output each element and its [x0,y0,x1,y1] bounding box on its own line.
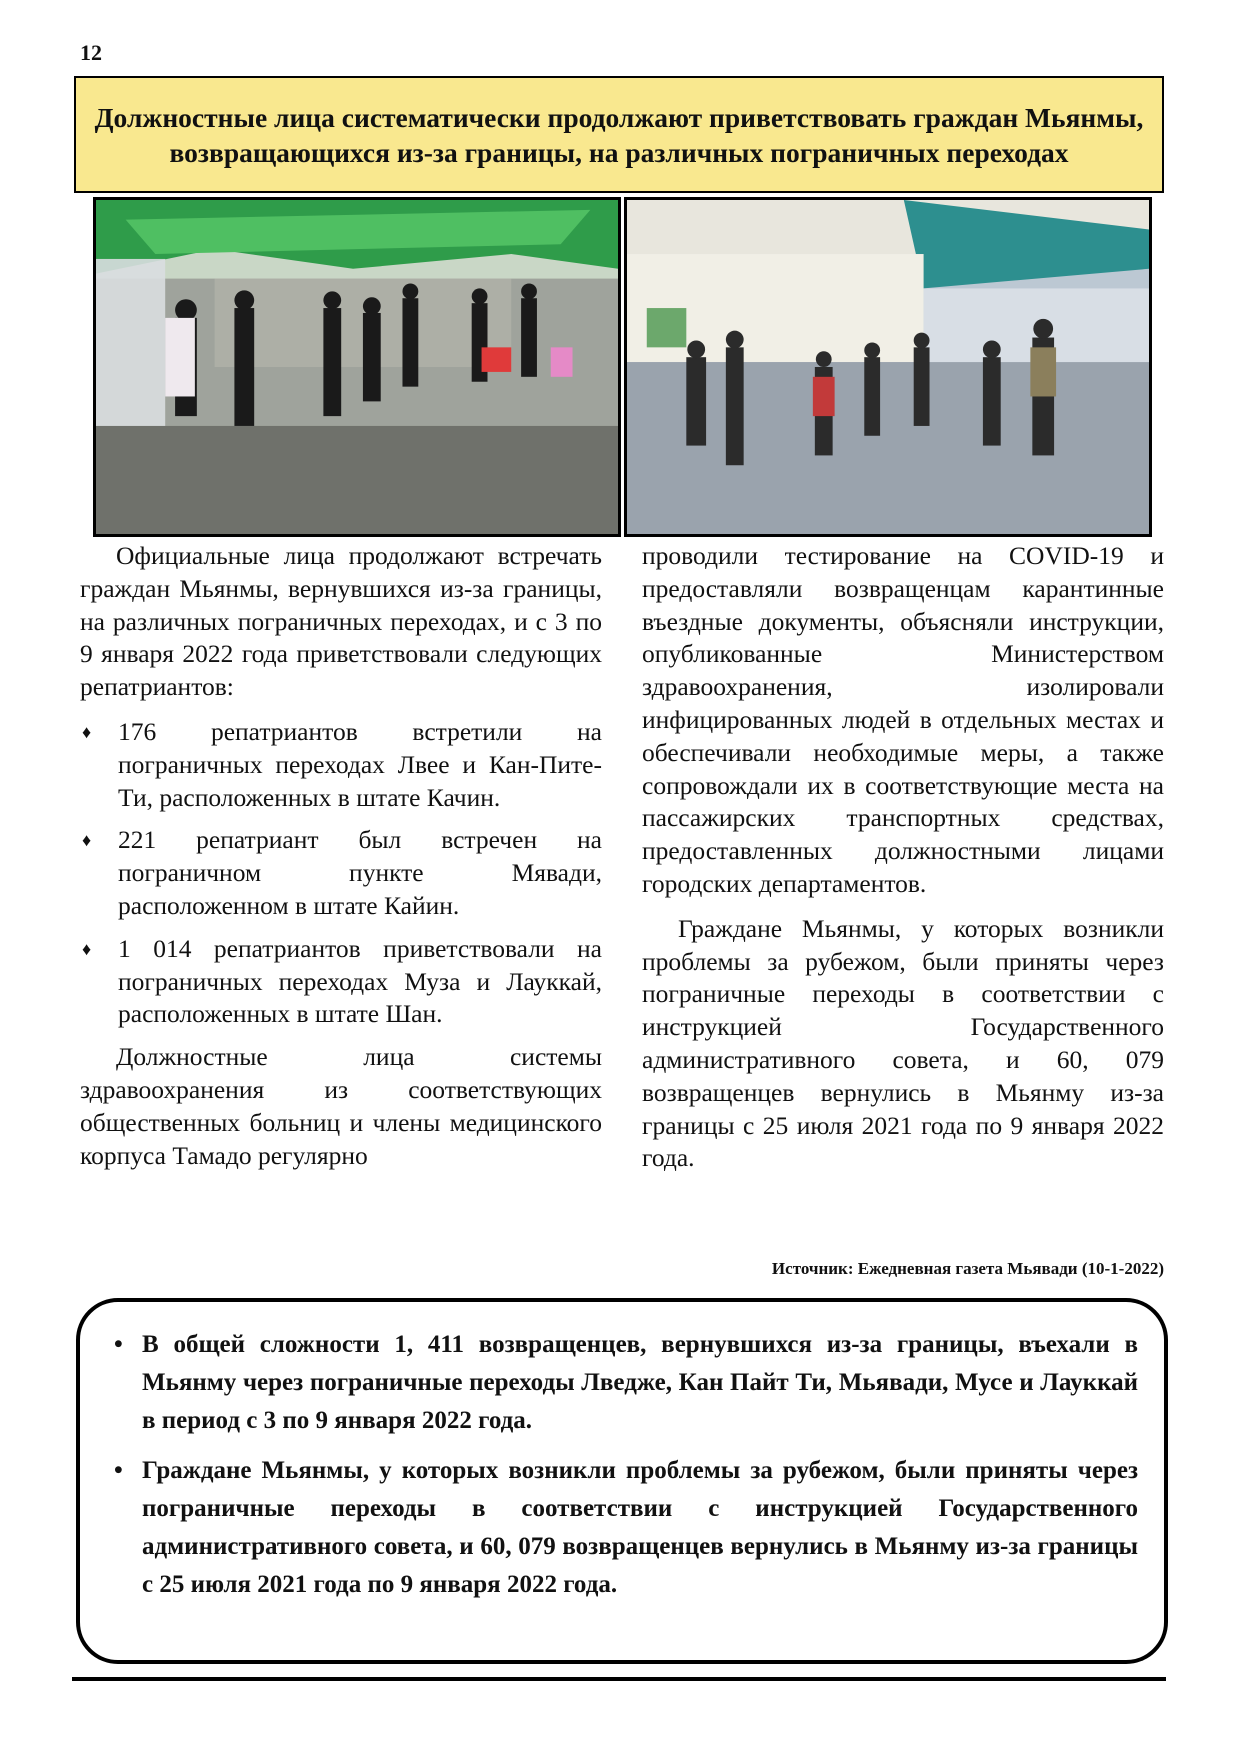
list-item: ♦ 221 репатриант был встречен на пограничном пункте Мявади, расположенном в штате Кайин. [82,825,602,920]
diamond-bullet-icon: ♦ [82,938,92,959]
summary-item: • Граждане Мьянмы, у которых возникли проблемы за рубежом, были приняты через пограничные переходы в соответствии с инструкцией Государственного административного совета, и 60, 079 возвращенцев вернулись в Мьянму из-за границы с 25 июля 2021 года по 9 января 2022 года. [106,1452,1138,1604]
page-number: 12 [80,40,102,65]
summary-list [106,1326,1138,1604]
bullet-dot-icon: • [114,1457,123,1484]
bullet-dot-icon: • [114,1331,123,1358]
returnees-paragraph: Граждане Мьянмы, у которых возникли проблемы за рубежом, были приняты через пограничные переходы в соответствии с инструкцией Государственного административного совета, и 60, 079 возвращенцев вернулись в Мьянму из-за границы с 25 июля 2021 года по 9 января 2022 года. [642,913,1164,1173]
bottom-divider [72,1677,1166,1681]
photo-health-tent [93,197,621,537]
source-citation: Источник: Ежедневная газета Мьявади (10-1-2022) [771,1259,1164,1278]
health-officials-paragraph: Должностные лица системы здравоохранения из соответствующих общественных больниц и члены медицинского корпуса Тамадо регулярно [80,1042,602,1170]
returnee-list [80,716,602,1031]
testing-paragraph: проводили тестирование на COVID-19 и предоставляли возвращенцам карантинные въездные документы, объясняли инструкции, опубликованные Министерством здравоохранения, изолировали инфицированных людей в отдельных местах и обеспечивали необходимые меры, а также сопровождали их в соответствующие места на пассажирских транспортных средствах, предоставленных должностными лицами городских департаментов. [642,541,1164,898]
left-column [80,540,602,1184]
photo-border-checkpoint [624,197,1152,537]
diamond-bullet-icon: ♦ [82,830,92,851]
article-title: Должностные лица систематически продолжают приветствовать граждан Мьянмы, возвращающихся из-за границы, на различных пограничных переходах [74,76,1164,193]
summary-box [76,1298,1168,1664]
summary-item: • В общей сложности 1, 411 возвращенцев, вернувшихся из-за границы, въехали в Мьянму через пограничные переходы Лведже, Кан Пайт Ти, Мьявади, Мусе и Лауккай в период с 3 по 9 января 2022 года. [106,1326,1138,1440]
intro-paragraph: Официальные лица продолжают встречать граждан Мьянмы, вернувшихся из-за границы, на различных пограничных переходах, и с 3 по 9 января 2022 года приветствовали следующих репатриантов: [80,541,602,702]
right-column [642,540,1164,1187]
list-item: ♦ 176 репатриантов встретили на пограничных переходах Лвее и Кан-Пите-Ти, расположенных в штате Качин. [82,716,602,812]
list-item: ♦ 1 014 репатриантов приветствовали на пограничных переходах Муза и Лауккай, расположенных в штате Шан. [82,933,602,1029]
diamond-bullet-icon: ♦ [82,721,92,742]
